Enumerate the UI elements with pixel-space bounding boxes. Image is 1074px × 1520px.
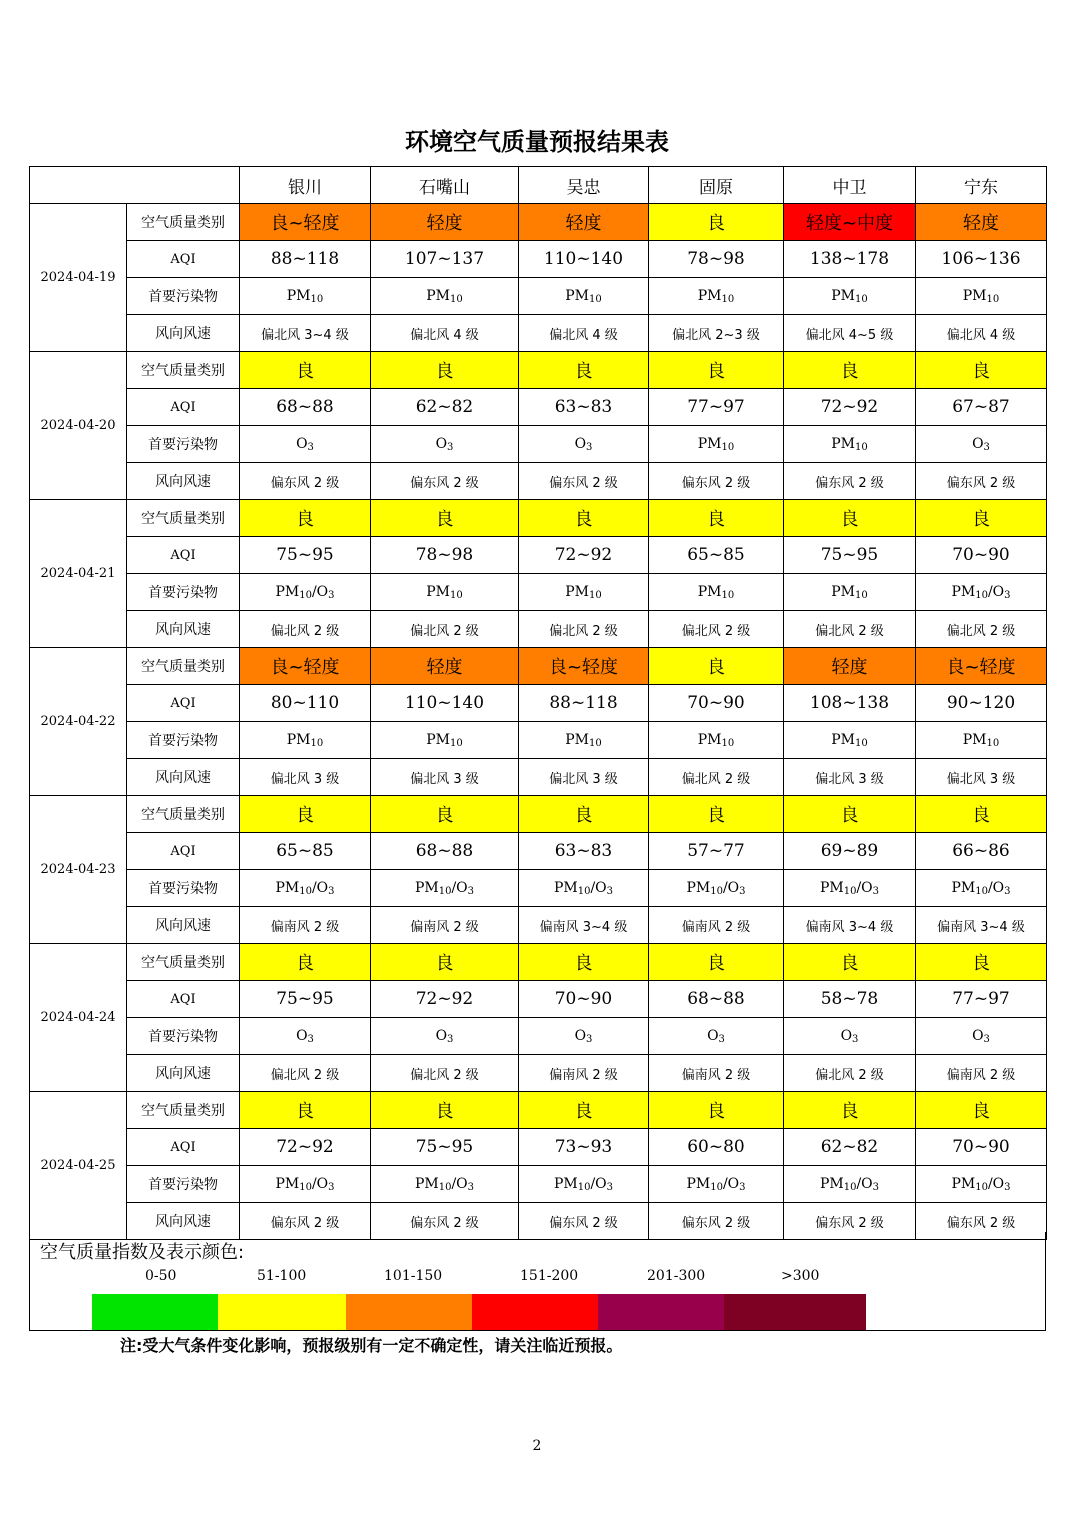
row-label-pollutant: 首要污染物	[127, 722, 240, 759]
pollutant-cell: $PM_{10}/O_3$	[371, 1166, 519, 1203]
aqi-cell: 63~83	[519, 389, 649, 426]
row-label-category: 空气质量类别	[127, 648, 240, 685]
category-cell: 轻度	[916, 204, 1047, 241]
aqi-cell: 70~90	[519, 981, 649, 1018]
pollutant-cell: $PM_{10}$	[519, 722, 649, 759]
pollutant-cell: $PM_{10}$	[371, 278, 519, 315]
wind-cell: 偏东风 2 级	[916, 463, 1047, 500]
pollutant-cell: $PM_{10}$	[649, 722, 784, 759]
wind-cell: 偏南风 2 级	[649, 907, 784, 944]
category-cell: 轻度	[371, 204, 519, 241]
aqi-cell: 67~87	[916, 389, 1047, 426]
category-cell: 轻度	[519, 204, 649, 241]
aqi-cell: 107~137	[371, 241, 519, 278]
header-row	[30, 167, 1047, 204]
aqi-cell: 60~80	[649, 1129, 784, 1166]
pollutant-cell: $PM_{10}/O_3$	[916, 1166, 1047, 1203]
legend-range-label: >300	[781, 1268, 820, 1284]
aqi-cell: 65~85	[649, 537, 784, 574]
pollutant-cell: $O_3$	[371, 1018, 519, 1055]
category-cell: 良~轻度	[240, 204, 371, 241]
row-label-pollutant: 首要污染物	[127, 1018, 240, 1055]
wind-cell: 偏北风 4 级	[916, 315, 1047, 352]
wind-cell: 偏北风 3~4 级	[240, 315, 371, 352]
aqi-cell: 75~95	[240, 537, 371, 574]
city-header: 固原	[649, 167, 784, 204]
wind-cell: 偏东风 2 级	[519, 463, 649, 500]
pollutant-cell: $PM_{10}$	[371, 574, 519, 611]
category-cell: 良	[240, 796, 371, 833]
wind-cell: 偏东风 2 级	[916, 1203, 1047, 1240]
pollutant-cell: $PM_{10}/O_3$	[649, 1166, 784, 1203]
aqi-cell: 58~78	[784, 981, 916, 1018]
aqi-cell: 108~138	[784, 685, 916, 722]
row-label-aqi: AQI	[127, 685, 240, 722]
category-cell: 良~轻度	[916, 648, 1047, 685]
pollutant-cell: $PM_{10}$	[240, 722, 371, 759]
pollutant-cell: $O_3$	[784, 1018, 916, 1055]
row-label-pollutant: 首要污染物	[127, 574, 240, 611]
row-label-wind: 风向风速	[127, 463, 240, 500]
wind-cell: 偏北风 2 级	[371, 1055, 519, 1092]
category-cell: 良	[649, 204, 784, 241]
category-cell: 良	[519, 500, 649, 537]
wind-cell: 偏北风 4 级	[371, 315, 519, 352]
wind-cell: 偏南风 2 级	[519, 1055, 649, 1092]
wind-cell: 偏东风 2 级	[240, 1203, 371, 1240]
row-label-pollutant: 首要污染物	[127, 278, 240, 315]
aqi-cell: 75~95	[371, 1129, 519, 1166]
row-label-wind: 风向风速	[127, 611, 240, 648]
pollutant-cell: $PM_{10}$	[519, 278, 649, 315]
aqi-cell: 78~98	[371, 537, 519, 574]
forecast-note: 注:受大气条件变化影响，预报级别有一定不确定性，请关注临近预报。	[120, 1336, 623, 1355]
pollutant-cell: $O_3$	[371, 426, 519, 463]
day-row-pollutant	[30, 870, 1047, 907]
pollutant-cell: $PM_{10}/O_3$	[240, 870, 371, 907]
category-cell: 良	[784, 352, 916, 389]
wind-cell: 偏北风 2 级	[784, 1055, 916, 1092]
category-cell: 良	[371, 944, 519, 981]
wind-cell: 偏东风 2 级	[371, 1203, 519, 1240]
category-cell: 良	[916, 1092, 1047, 1129]
pollutant-cell: $O_3$	[240, 426, 371, 463]
category-cell: 良	[240, 1092, 371, 1129]
day-row-aqi	[30, 537, 1047, 574]
pollutant-cell: $O_3$	[519, 426, 649, 463]
legend-range-label: 51-100	[257, 1268, 307, 1284]
date-cell: 2024-04-23	[30, 796, 127, 944]
aqi-cell: 72~92	[371, 981, 519, 1018]
category-cell: 良	[784, 1092, 916, 1129]
wind-cell: 偏北风 2 级	[240, 1055, 371, 1092]
legend-swatch	[724, 1294, 866, 1330]
legend-swatch	[92, 1294, 218, 1330]
aqi-cell: 62~82	[371, 389, 519, 426]
row-label-category: 空气质量类别	[127, 204, 240, 241]
row-label-wind: 风向风速	[127, 759, 240, 796]
legend-range-label: 0-50	[145, 1268, 177, 1284]
category-cell: 良	[519, 944, 649, 981]
pollutant-cell: $O_3$	[916, 1018, 1047, 1055]
row-label-pollutant: 首要污染物	[127, 426, 240, 463]
wind-cell: 偏北风 3 级	[916, 759, 1047, 796]
pollutant-cell: $PM_{10}$	[649, 278, 784, 315]
date-cell: 2024-04-24	[30, 944, 127, 1092]
day-row-pollutant	[30, 1166, 1047, 1203]
wind-cell: 偏北风 3 级	[784, 759, 916, 796]
wind-cell: 偏东风 2 级	[784, 1203, 916, 1240]
wind-cell: 偏北风 4~5 级	[784, 315, 916, 352]
aqi-cell: 78~98	[649, 241, 784, 278]
aqi-cell: 68~88	[649, 981, 784, 1018]
day-row-wind	[30, 611, 1047, 648]
row-label-wind: 风向风速	[127, 315, 240, 352]
pollutant-cell: $PM_{10}$	[784, 426, 916, 463]
row-label-category: 空气质量类别	[127, 944, 240, 981]
aqi-cell: 88~118	[519, 685, 649, 722]
category-cell: 良	[371, 500, 519, 537]
city-header: 吴忠	[519, 167, 649, 204]
row-label-aqi: AQI	[127, 241, 240, 278]
aqi-cell: 90~120	[916, 685, 1047, 722]
day-row-wind	[30, 907, 1047, 944]
day-row-category	[30, 204, 1047, 241]
category-cell: 良	[240, 352, 371, 389]
wind-cell: 偏北风 2 级	[916, 611, 1047, 648]
aqi-cell: 75~95	[240, 981, 371, 1018]
day-row-pollutant	[30, 1018, 1047, 1055]
row-label-category: 空气质量类别	[127, 500, 240, 537]
city-header: 中卫	[784, 167, 916, 204]
aqi-cell: 70~90	[916, 1129, 1047, 1166]
day-row-category	[30, 796, 1047, 833]
city-header: 宁东	[916, 167, 1047, 204]
category-cell: 良	[649, 796, 784, 833]
day-row-pollutant	[30, 426, 1047, 463]
day-row-wind	[30, 1055, 1047, 1092]
aqi-cell: 70~90	[649, 685, 784, 722]
day-row-aqi	[30, 981, 1047, 1018]
pollutant-cell: $PM_{10}/O_3$	[371, 870, 519, 907]
pollutant-cell: $PM_{10}$	[784, 278, 916, 315]
city-header: 石嘴山	[371, 167, 519, 204]
legend-swatch	[346, 1294, 472, 1330]
legend-range-label: 101-150	[384, 1268, 443, 1284]
row-label-pollutant: 首要污染物	[127, 870, 240, 907]
date-cell: 2024-04-25	[30, 1092, 127, 1240]
day-row-wind	[30, 759, 1047, 796]
day-row-aqi	[30, 833, 1047, 870]
aqi-cell: 68~88	[371, 833, 519, 870]
pollutant-cell: $PM_{10}$	[519, 574, 649, 611]
wind-cell: 偏东风 2 级	[649, 1203, 784, 1240]
day-row-pollutant	[30, 278, 1047, 315]
pollutant-cell: $PM_{10}/O_3$	[519, 1166, 649, 1203]
wind-cell: 偏北风 2~3 级	[649, 315, 784, 352]
legend-swatch	[472, 1294, 598, 1330]
legend-swatch	[218, 1294, 346, 1330]
row-label-aqi: AQI	[127, 833, 240, 870]
category-cell: 良	[649, 352, 784, 389]
category-cell: 良	[371, 1092, 519, 1129]
pollutant-cell: $PM_{10}/O_3$	[784, 870, 916, 907]
legend-range-label: 201-300	[647, 1268, 706, 1284]
category-cell: 良~轻度	[240, 648, 371, 685]
pollutant-cell: $PM_{10}/O_3$	[916, 870, 1047, 907]
wind-cell: 偏东风 2 级	[784, 463, 916, 500]
wind-cell: 偏北风 2 级	[240, 611, 371, 648]
aqi-legend	[29, 1232, 1046, 1331]
category-cell: 轻度	[371, 648, 519, 685]
category-cell: 轻度~中度	[784, 204, 916, 241]
category-cell: 良	[519, 796, 649, 833]
pollutant-cell: $PM_{10}$	[916, 278, 1047, 315]
pollutant-cell: $PM_{10}/O_3$	[240, 1166, 371, 1203]
date-cell: 2024-04-22	[30, 648, 127, 796]
day-row-aqi	[30, 241, 1047, 278]
aqi-cell: 65~85	[240, 833, 371, 870]
category-cell: 良	[916, 944, 1047, 981]
aqi-cell: 88~118	[240, 241, 371, 278]
wind-cell: 偏北风 3 级	[519, 759, 649, 796]
row-label-category: 空气质量类别	[127, 352, 240, 389]
pollutant-cell: $O_3$	[916, 426, 1047, 463]
category-cell: 良	[649, 648, 784, 685]
day-row-category	[30, 648, 1047, 685]
row-label-aqi: AQI	[127, 537, 240, 574]
row-label-pollutant: 首要污染物	[127, 1166, 240, 1203]
pollutant-cell: $O_3$	[240, 1018, 371, 1055]
aqi-cell: 68~88	[240, 389, 371, 426]
date-cell: 2024-04-19	[30, 204, 127, 352]
category-cell: 良	[649, 1092, 784, 1129]
wind-cell: 偏东风 2 级	[649, 463, 784, 500]
forecast-table	[29, 166, 1047, 1240]
category-cell: 轻度	[784, 648, 916, 685]
page-number: 2	[532, 1438, 542, 1454]
day-row-category	[30, 352, 1047, 389]
day-row-category	[30, 944, 1047, 981]
day-row-category	[30, 1092, 1047, 1129]
pollutant-cell: $PM_{10}$	[649, 574, 784, 611]
pollutant-cell: $PM_{10}$	[916, 722, 1047, 759]
aqi-cell: 57~77	[649, 833, 784, 870]
wind-cell: 偏北风 3 级	[240, 759, 371, 796]
wind-cell: 偏东风 2 级	[371, 463, 519, 500]
aqi-cell: 77~97	[916, 981, 1047, 1018]
category-cell: 良	[519, 1092, 649, 1129]
category-cell: 良	[784, 796, 916, 833]
wind-cell: 偏东风 2 级	[240, 463, 371, 500]
category-cell: 良	[649, 500, 784, 537]
category-cell: 良	[240, 500, 371, 537]
pollutant-cell: $O_3$	[519, 1018, 649, 1055]
wind-cell: 偏北风 2 级	[784, 611, 916, 648]
day-row-category	[30, 500, 1047, 537]
aqi-cell: 110~140	[371, 685, 519, 722]
row-label-aqi: AQI	[127, 1129, 240, 1166]
wind-cell: 偏南风 2 级	[371, 907, 519, 944]
aqi-cell: 66~86	[916, 833, 1047, 870]
pollutant-cell: $PM_{10}$	[784, 574, 916, 611]
row-label-wind: 风向风速	[127, 907, 240, 944]
aqi-cell: 63~83	[519, 833, 649, 870]
pollutant-cell: $PM_{10}/O_3$	[240, 574, 371, 611]
aqi-cell: 69~89	[784, 833, 916, 870]
wind-cell: 偏北风 2 级	[649, 611, 784, 648]
row-label-category: 空气质量类别	[127, 1092, 240, 1129]
day-row-aqi	[30, 389, 1047, 426]
wind-cell: 偏北风 4 级	[519, 315, 649, 352]
aqi-cell: 72~92	[784, 389, 916, 426]
wind-cell: 偏北风 2 级	[371, 611, 519, 648]
aqi-cell: 110~140	[519, 241, 649, 278]
aqi-cell: 73~93	[519, 1129, 649, 1166]
category-cell: 良	[371, 796, 519, 833]
aqi-cell: 80~110	[240, 685, 371, 722]
city-header: 银川	[240, 167, 371, 204]
category-cell: 良	[371, 352, 519, 389]
day-row-pollutant	[30, 722, 1047, 759]
aqi-cell: 72~92	[519, 537, 649, 574]
row-label-aqi: AQI	[127, 981, 240, 1018]
category-cell: 良	[916, 352, 1047, 389]
pollutant-cell: $PM_{10}$	[784, 722, 916, 759]
day-row-pollutant	[30, 574, 1047, 611]
date-cell: 2024-04-21	[30, 500, 127, 648]
aqi-cell: 75~95	[784, 537, 916, 574]
wind-cell: 偏南风 3~4 级	[784, 907, 916, 944]
category-cell: 良	[916, 500, 1047, 537]
pollutant-cell: $PM_{10}/O_3$	[784, 1166, 916, 1203]
category-cell: 良~轻度	[519, 648, 649, 685]
pollutant-cell: $PM_{10}$	[649, 426, 784, 463]
wind-cell: 偏东风 2 级	[519, 1203, 649, 1240]
category-cell: 良	[649, 944, 784, 981]
wind-cell: 偏南风 3~4 级	[519, 907, 649, 944]
aqi-cell: 77~97	[649, 389, 784, 426]
pollutant-cell: $PM_{10}$	[371, 722, 519, 759]
day-row-aqi	[30, 685, 1047, 722]
category-cell: 良	[784, 500, 916, 537]
wind-cell: 偏南风 2 级	[916, 1055, 1047, 1092]
date-cell: 2024-04-20	[30, 352, 127, 500]
wind-cell: 偏北风 3 级	[371, 759, 519, 796]
day-row-aqi	[30, 1129, 1047, 1166]
legend-range-label: 151-200	[520, 1268, 579, 1284]
wind-cell: 偏南风 3~4 级	[916, 907, 1047, 944]
wind-cell: 偏南风 2 级	[649, 1055, 784, 1092]
pollutant-cell: $O_3$	[649, 1018, 784, 1055]
day-row-wind	[30, 315, 1047, 352]
aqi-cell: 106~136	[916, 241, 1047, 278]
legend-swatch	[598, 1294, 724, 1330]
header-blank	[30, 167, 240, 204]
row-label-wind: 风向风速	[127, 1055, 240, 1092]
legend-title: 空气质量指数及表示颜色:	[40, 1242, 245, 1263]
category-cell: 良	[916, 796, 1047, 833]
wind-cell: 偏北风 2 级	[519, 611, 649, 648]
row-label-wind: 风向风速	[127, 1203, 240, 1240]
category-cell: 良	[240, 944, 371, 981]
pollutant-cell: $PM_{10}$	[240, 278, 371, 315]
pollutant-cell: $PM_{10}/O_3$	[519, 870, 649, 907]
aqi-cell: 62~82	[784, 1129, 916, 1166]
page-title: 环境空气质量预报结果表	[405, 128, 669, 156]
day-row-wind	[30, 463, 1047, 500]
aqi-cell: 72~92	[240, 1129, 371, 1166]
wind-cell: 偏南风 2 级	[240, 907, 371, 944]
wind-cell: 偏北风 2 级	[649, 759, 784, 796]
row-label-category: 空气质量类别	[127, 796, 240, 833]
category-cell: 良	[519, 352, 649, 389]
pollutant-cell: $PM_{10}/O_3$	[649, 870, 784, 907]
row-label-aqi: AQI	[127, 389, 240, 426]
pollutant-cell: $PM_{10}/O_3$	[916, 574, 1047, 611]
category-cell: 良	[784, 944, 916, 981]
aqi-cell: 138~178	[784, 241, 916, 278]
aqi-cell: 70~90	[916, 537, 1047, 574]
